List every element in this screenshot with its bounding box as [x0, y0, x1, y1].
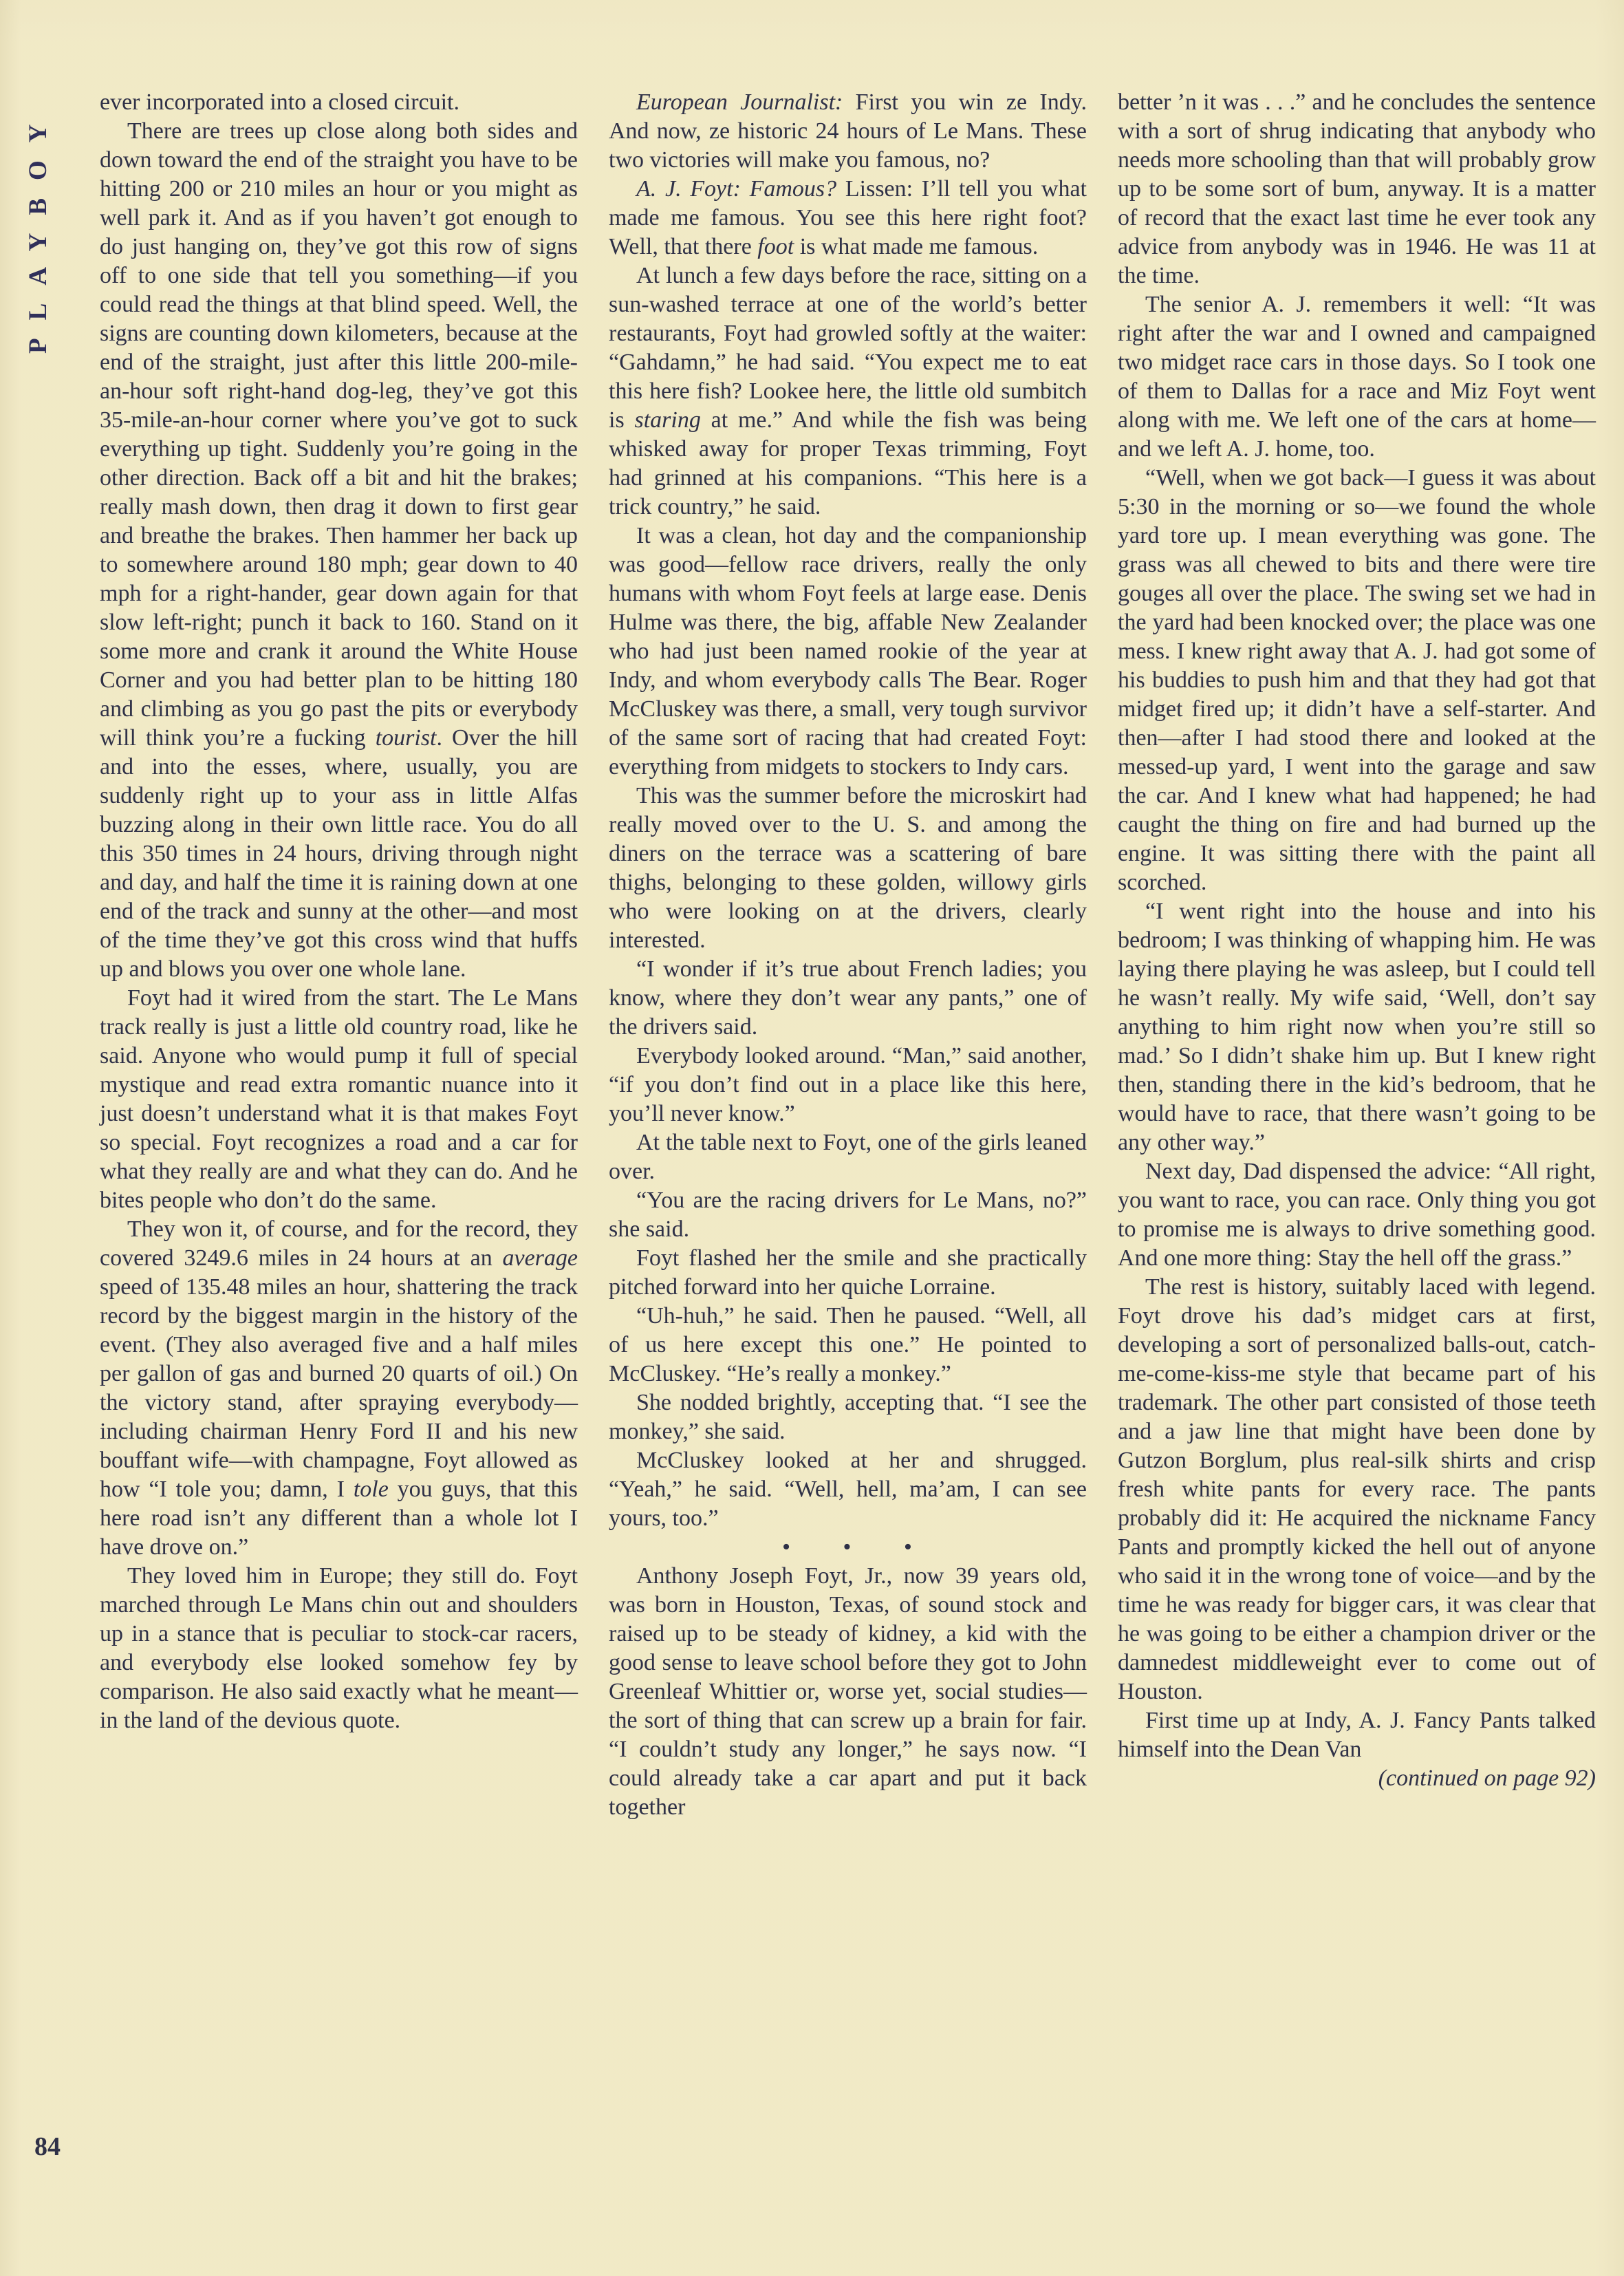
- paragraph: Everybody looked around. “Man,” said another, “if you don’t find out in a place like this here, you’ll never know.”: [609, 1043, 1087, 1126]
- paragraph: Foyt flashed her the smile and she practically pitched forward into her quiche Lorraine.: [609, 1245, 1087, 1300]
- section-separator: • • •: [782, 1534, 913, 1560]
- paragraph: “Well, when we got back—I guess it was about 5:30 in the morning or so—we found the whole yard tore up. I mean everything was gone. The grass was all chewed to bits and there were tire gouges all over the place. The swing set we had in the yard had been knocked over; the place was one mess. I knew right away that A. J. had got some of his buddies to push him and that they had got that midget fired up; it didn’t have a self-starter. And then—after I had stood there and looked at the messed-up yard, I went into the garage and saw the car. And I knew what had happened; he had caught the thing on fire and had burned up the engine. It was sitting there with the paint all scorched.: [1118, 465, 1596, 895]
- italic-run: tole: [353, 1477, 389, 1502]
- paragraph: “Uh-huh,” he said. Then he paused. “Well, all of us here except this one.” He pointed to McCluskey. “He’s really a monkey.”: [609, 1303, 1087, 1386]
- paragraph: The senior A. J. remembers it well: “It was right after the war and I owned and campaigned two midget race cars in those days. So I took one of them to Dallas for a race and Miz Foyt went along with me. We left one of the cars at home—and we left A. J. home, too.: [1118, 292, 1596, 462]
- paragraph: ever incorporated into a closed circuit.: [100, 89, 459, 115]
- paragraph: It was a clean, hot day and the companionship was good—fellow race drivers, really the only humans with whom Foyt feels at large ease. Denis Hulme was there, the big, affable New Zealander who had just been named rookie of the year at Indy, and whom everybody calls The Bear. Roger McCluskey was there, a small, very tough survivor of the same sort of racing that had created Foyt: everything from midgets to stockers to Indy cars.: [609, 523, 1087, 780]
- paragraph: Anthony Joseph Foyt, Jr., now 39 years old, was born in Houston, Texas, of sound stock and raised up to be steady of kidney, a kid with the good sense to leave school before they got to John Greenleaf Whittier or, worse yet, social studies—the sort of thing that can screw up a brain for fair. “I couldn’t study any longer,” he says now. “I could already take a car apart and put it back together: [609, 1563, 1087, 1820]
- paragraph: There are trees up close along both sides and down toward the end of the straight you have to be hitting 200 or 210 miles an hour or you might as well park it. And as if you haven’t got enough to do just hanging on, they’ve got this row of signs off to one side that tell you something—if you could read the things at that blind speed. Well, the signs are counting down kilometers, because at the end of the straight, just after this little 200-mile-an-hour soft right-hand dog-leg, they’ve got this 35-mile-an-hour corner where you’ve got to suck everything up tight. Suddenly you’re going in the other direction. Back off a bit and hit the brakes; really mash down, then drag it down to first gear and breathe the brakes. Then hammer her back up to somewhere around 180 mph; gear down to 40 mph for a right-hander, gear down again for that slow left-right; punch it back to 160. Stand on it some more and crank it around the White House Corner and you had better plan to be hitting 180 and climbing as you go past the pits or everybody will think you’re a fucking tourist. Over the hill and into the esses, where, usually, you are suddenly right up to your ass in little Alfas buzzing along in their own little race. You do all this 350 times in 24 hours, driving through night and day, and half the time it is raining down at one end of the track and sunny at the other—and most of the time they’ve got this cross wind that huffs up and blows you over one whole lane.: [100, 118, 578, 982]
- article-column-1: [100, 88, 578, 1822]
- paragraph: This was the summer before the microskirt had really moved over to the U. S. and among the diners on the terrace was a scattering of bare thighs, belonging to these golden, willowy girls who were looking on at the drivers, clearly interested.: [609, 783, 1087, 953]
- paragraph: She nodded brightly, accepting that. “I see the monkey,” she said.: [609, 1390, 1087, 1444]
- paragraph: “You are the racing drivers for Le Mans, no?” she said.: [609, 1188, 1087, 1242]
- article-column-2: [609, 88, 1087, 1822]
- paragraph: The rest is history, suitably laced with legend. Foyt drove his dad’s midget cars at first, developing a sort of personalized balls-out, catch-me-come-kiss-me style that became part of his trademark. The other part consisted of those teeth and a jaw line that might have been done by Gutzon Borglum, plus real-silk shirts and crisp fresh white pants for every race. The pants probably did it: He acquired the nickname Fancy Pants and promptly kicked the hell out of anyone who said it in the wrong tone of voice—and by the time he was ready for bigger cars, it was clear that he was going to be either a champion driver or the damnedest middleweight ever to come out of Houston.: [1118, 1274, 1596, 1704]
- article-columns: [100, 88, 1596, 1822]
- paragraph: First time up at Indy, A. J. Fancy Pants talked himself into the Dean Van: [1118, 1708, 1596, 1762]
- paragraph: “I went right into the house and into his bedroom; I was thinking of whapping him. He was laying there playing he was asleep, but I could tell he wasn’t really. My wife said, ‘Well, don’t say anything to him right now when you’re still so mad.’ So I didn’t shake him up. But I knew right then, standing there in the kid’s bedroom, that he would have to race, that there wasn’t going to be any other way.”: [1118, 899, 1596, 1155]
- paragraph: Next day, Dad dispensed the advice: “All right, you want to race, you can race. Only thing you got to promise me is always to drive something good. And one more thing: Stay the hell off the grass.”: [1118, 1159, 1596, 1271]
- paragraph: better ’n it was . . .” and he concludes the sentence with a sort of shrug indicating that anybody who needs more schooling than that will probably grow up to be some sort of bum, anyway. It is a matter of record that the exact last time he ever took any advice from anybody was in 1946. He was 11 at the time.: [1118, 89, 1596, 288]
- italic-run: staring: [634, 407, 701, 433]
- paragraph: “I wonder if it’s true about French ladies; you know, where they don’t wear any pants,” one of the drivers said.: [609, 956, 1087, 1040]
- paragraph: At the table next to Foyt, one of the girls leaned over.: [609, 1130, 1087, 1184]
- italic-run: tourist: [375, 725, 437, 751]
- paragraph: Foyt had it wired from the start. The Le Mans track really is just a little old country road, like he said. Anyone who would pump it full of special mystique and read extra romantic nuance into it just doesn’t understand what it is that makes Foyt so special. Foyt recognizes a road and a car for what they really are and what they can do. And he bites people who don’t do the same.: [100, 985, 578, 1213]
- italic-run: European Journalist:: [636, 89, 843, 115]
- italic-run: foot: [757, 234, 794, 259]
- paragraph: They loved him in Europe; they still do. Foyt marched through Le Mans chin out and shoulders up in a stance that is peculiar to stock-car racers, and everybody else looked somehow fey by comparison. He also said exactly what he meant—in the land of the devious quote.: [100, 1563, 578, 1733]
- paragraph: At lunch a few days before the race, sitting on a sun-washed terrace at one of the world’s better restaurants, Foyt had growled softly at the waiter: “Gahdamn,” he had said. “You expect me to eat this here fish? Lookee here, the little old sumbitch is staring at me.” And while the fish was being whisked away for proper Texas trimming, Foyt had grinned at his companions. “This here is a trick country,” he said.: [609, 263, 1087, 519]
- paragraph: A. J. Foyt: Famous? Lissen: I’ll tell you what made me famous. You see this here right foot? Well, that there foot is what made me famous.: [609, 176, 1087, 259]
- article-column-3: [1118, 88, 1596, 1822]
- italic-run: A. J. Foyt: Famous?: [636, 176, 837, 202]
- paragraph: European Journalist: First you win ze Indy. And now, ze historic 24 hours of Le Mans. These two victories will make you famous, no?: [609, 89, 1087, 173]
- magazine-spine-title: PLAYBOY: [24, 106, 52, 354]
- paragraph: They won it, of course, and for the record, they covered 3249.6 miles in 24 hours at an average speed of 135.48 miles an hour, shattering the track record by the biggest margin in the history of the event. (They also averaged five and a half miles per gallon of gas and burned 20 quarts of oil.) On the victory stand, after spraying everybody—including chairman Henry Ford II and his new bouffant wife—with champagne, Foyt allowed as how “I tole you; damn, I tole you guys, that this here road isn’t any different than a whole lot I have drove on.”: [100, 1216, 578, 1560]
- continued-note: (continued on page 92): [1378, 1765, 1596, 1791]
- italic-run: average: [502, 1245, 578, 1271]
- paragraph: McCluskey looked at her and shrugged. “Yeah,” he said. “Well, hell, ma’am, I can see yours, too.”: [609, 1448, 1087, 1531]
- page-number: 84: [34, 2132, 61, 2161]
